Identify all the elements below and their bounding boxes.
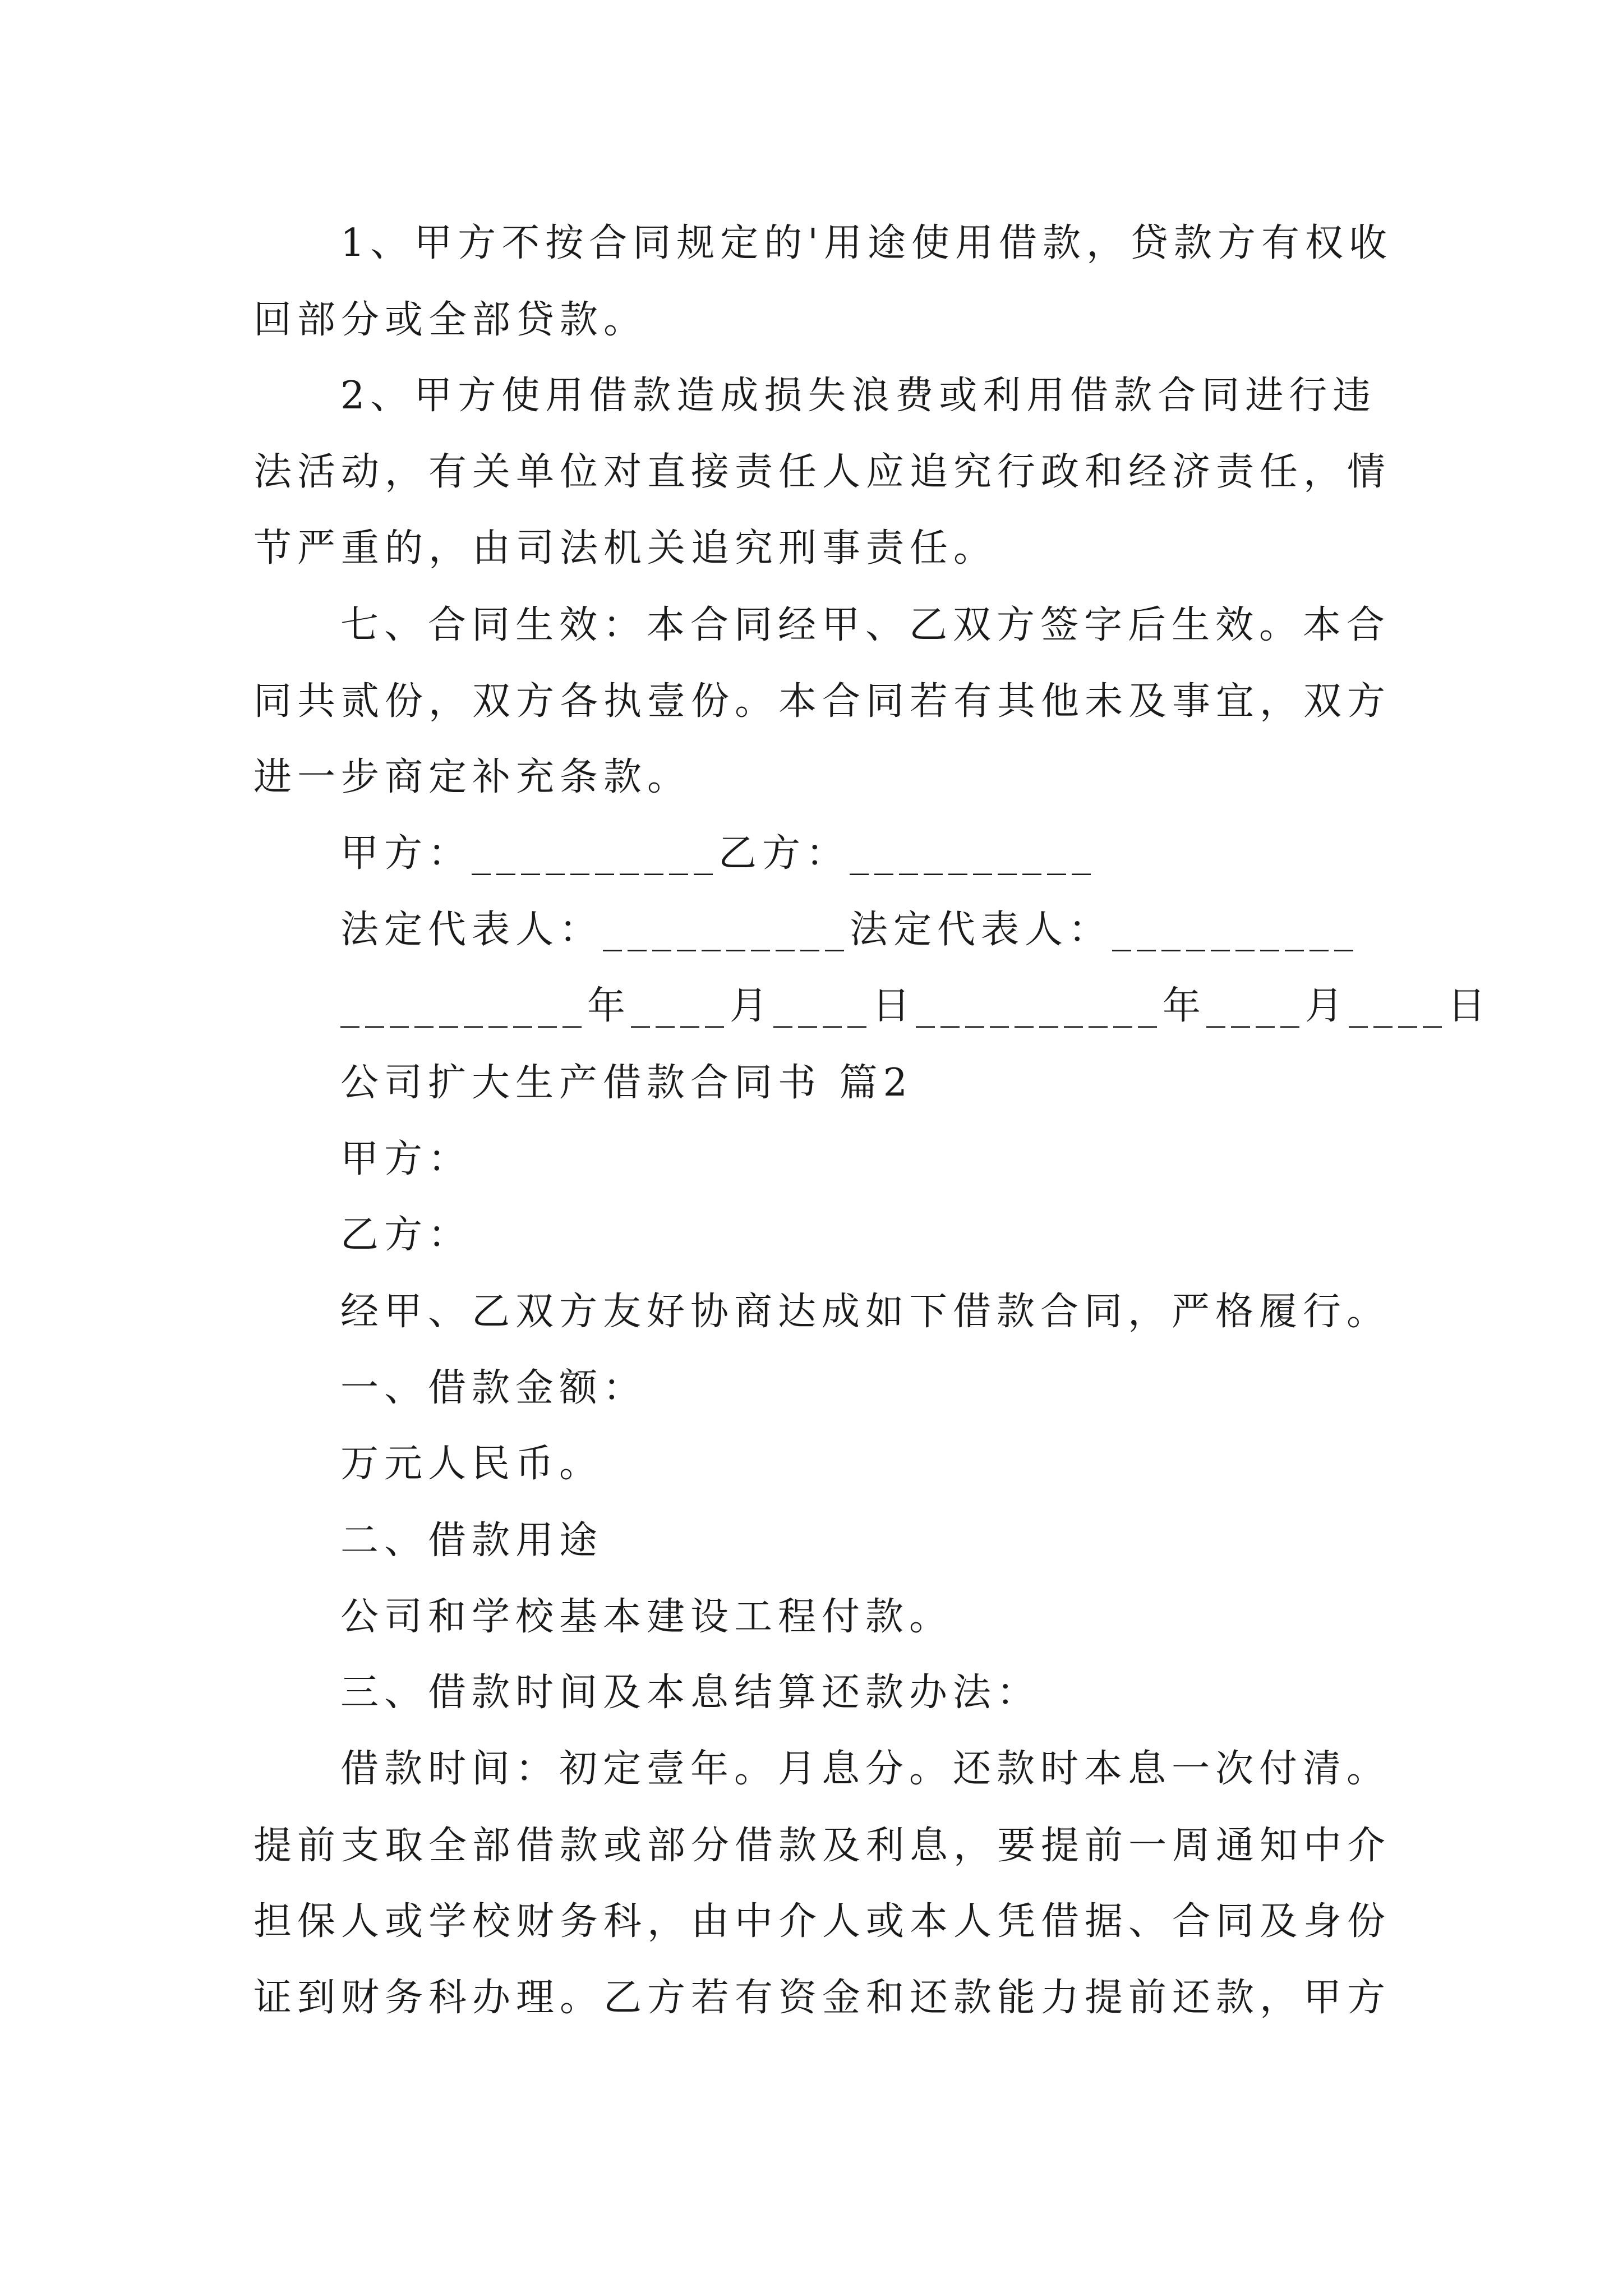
loan-term-heading: 三、借款时间及本息结算还款办法： <box>340 1671 1041 1715</box>
loan-term-line-4: 证到财务科办理。乙方若有资金和还款能力提前还款，甲方 <box>253 1976 1391 2020</box>
clause-2-line-1: 2、甲方使用借款造成损失浪费或利用借款合同进行违 <box>340 374 1377 418</box>
loan-purpose-heading: 二、借款用途 <box>340 1519 603 1563</box>
clause-7-line-3: 进一步商定补充条款。 <box>253 755 691 799</box>
loan-amount-heading: 一、借款金额： <box>340 1366 647 1410</box>
signature-dates: __________年____月____日__________年____月____日 <box>340 984 1492 1028</box>
party-a: 甲方： <box>340 1137 472 1181</box>
clause-7-line-1: 七、合同生效：本合同经甲、乙双方签字后生效。本合 <box>340 603 1391 647</box>
loan-term-line-1: 借款时间：初定壹年。月息分。还款时本息一次付清。 <box>340 1747 1391 1791</box>
clause-1-line-2: 回部分或全部贷款。 <box>253 298 648 342</box>
section-title: 公司扩大生产借款合同书 篇2 <box>340 1061 913 1105</box>
loan-purpose-value: 公司和学校基本建设工程付款。 <box>340 1595 953 1639</box>
loan-amount-value: 万元人民币。 <box>340 1442 603 1486</box>
loan-term-line-2: 提前支取全部借款或部分借款及利息，要提前一周通知中介 <box>253 1824 1391 1868</box>
signature-representatives: 法定代表人：__________法定代表人：__________ <box>340 908 1359 952</box>
clause-2-line-3: 节严重的，由司法机关追究刑事责任。 <box>253 526 998 570</box>
loan-term-line-3: 担保人或学校财务科，由中介人或本人凭借据、合同及身份 <box>253 1899 1391 1944</box>
clause-2-line-2: 法活动，有关单位对直接责任人应追究行政和经济责任，情 <box>253 450 1391 494</box>
clause-1-line-1: 1、甲方不按合同规定的'用途使用借款，贷款方有权收 <box>340 221 1393 265</box>
preamble: 经甲、乙双方友好协商达成如下借款合同，严格履行。 <box>340 1290 1391 1334</box>
party-b: 乙方： <box>340 1213 472 1257</box>
clause-7-line-2: 同共贰份，双方各执壹份。本合同若有其他未及事宜，双方 <box>253 679 1391 724</box>
signature-parties: 甲方：__________乙方：__________ <box>340 831 1097 876</box>
